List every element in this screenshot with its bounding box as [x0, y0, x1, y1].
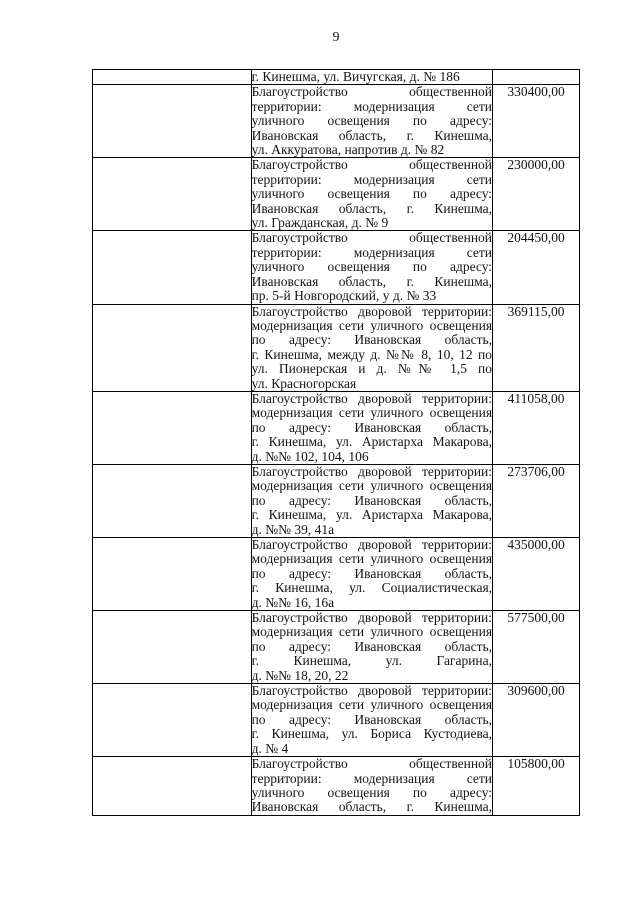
description-line: Ивановская область, г. Кинешма, [251, 200, 493, 216]
description-line: Благоустройство общественной [251, 157, 493, 173]
row-spacer-cell [93, 391, 252, 464]
description-line: по адресу: Ивановская область, [251, 332, 493, 348]
description-line: Ивановская область, г. Кинешма, [251, 799, 493, 815]
description-line: Ивановская область, г. Кинешма, [251, 127, 493, 143]
description-cell [251, 464, 492, 537]
amount-value: 435000,00 [507, 537, 565, 552]
table-row [93, 684, 580, 757]
page-number: 9 [332, 30, 340, 45]
row-spacer-cell [93, 684, 252, 757]
amount-cell [493, 231, 580, 304]
amount-value: 309600,00 [507, 683, 565, 699]
budget-table [92, 69, 580, 816]
description-line: Благоустройство дворовой территории: [251, 683, 493, 699]
description-line: Благоустройство дворовой территории: [251, 303, 493, 319]
description-line: по адресу: Ивановская область, [251, 492, 493, 508]
description-cell [251, 391, 492, 464]
description-line: д. №№ 102, 104, 106 [251, 448, 369, 464]
description-cell [251, 231, 492, 304]
row-spacer-cell [93, 70, 252, 85]
description-line: территории: модернизация сети [251, 770, 493, 786]
description-line: пр. 5-й Новгородский, у д. № 33 [251, 288, 437, 304]
amount-value: 204450,00 [507, 230, 565, 246]
table-row [93, 158, 580, 231]
description-line: модернизация сети уличного освещения [251, 551, 493, 567]
amount-cell [493, 757, 580, 816]
table-row [93, 464, 580, 537]
description-cell [251, 611, 492, 684]
description-line: г. Кинешма, ул. Бориса Кустодиева, [251, 726, 493, 742]
table-row [93, 757, 580, 816]
description-cell [251, 304, 492, 391]
description-line: Благоустройство общественной [251, 84, 493, 100]
row-spacer-cell [93, 611, 252, 684]
description-cell [251, 85, 492, 158]
description-cell [251, 684, 492, 757]
description-line: по адресу: Ивановская область, [251, 638, 493, 654]
description-line: д. №№ 16, 16а [251, 594, 335, 610]
amount-cell [493, 391, 580, 464]
amount-cell [493, 611, 580, 684]
amount-cell [493, 464, 580, 537]
amount-value: 105800,00 [507, 756, 565, 772]
description-line: территории: модернизация сети [251, 244, 493, 260]
table-row [93, 611, 580, 684]
description-line: уличного освещения по адресу: [251, 784, 493, 800]
table-row [93, 231, 580, 304]
row-spacer-cell [93, 231, 252, 304]
amount-cell [493, 85, 580, 158]
description-line: г. Кинешма, ул. Гагарина, [251, 653, 493, 669]
description-line: д. №№ 39, 41а [251, 521, 335, 537]
description-line: Благоустройство дворовой территории: [251, 463, 493, 479]
table-row [93, 391, 580, 464]
description-line: уличного освещения по адресу: [251, 113, 493, 129]
row-spacer-cell [93, 464, 252, 537]
table-body [93, 70, 580, 816]
amount-value: 330400,00 [507, 84, 565, 100]
row-spacer-cell [93, 158, 252, 231]
description-line: г. Кинешма, ул. Социалистическая, [251, 580, 493, 596]
amount-value: 230000,00 [507, 157, 565, 173]
description-line: г. Кинешма, ул. Аристарха Макарова, [251, 434, 493, 450]
table-row [93, 304, 580, 391]
table-row [93, 538, 580, 611]
amount-value: 273706,00 [507, 463, 565, 479]
description-line: Благоустройство общественной [251, 756, 493, 772]
description-line: г. Кинешма, между д. №№ 8, 10, 12 по [251, 346, 493, 362]
description-line: ул. Аккуратова, напротив д. № 82 [251, 142, 445, 158]
description-line: д. №№ 18, 20, 22 [251, 667, 349, 683]
amount-value: 369115,00 [507, 303, 565, 319]
description-line: Ивановская область, г. Кинешма, [251, 273, 493, 289]
row-spacer-cell [93, 757, 252, 816]
description-line: модернизация сети уличного освещения [251, 478, 493, 494]
amount-cell [493, 538, 580, 611]
description-line: модернизация сети уличного освещения [251, 624, 493, 640]
description-line: уличного освещения по адресу: [251, 259, 493, 275]
description-line: д. № 4 [251, 740, 289, 756]
row-spacer-cell [93, 85, 252, 158]
description-line: г. Кинешма, ул. Аристарха Макарова, [251, 507, 493, 523]
table-row [93, 85, 580, 158]
row-spacer-cell [93, 538, 252, 611]
description-line: по адресу: Ивановская область, [251, 565, 493, 581]
description-cell [251, 158, 492, 231]
description-line: г. Кинешма, ул. Вичугская, д. № 186 [251, 69, 460, 84]
amount-cell [493, 158, 580, 231]
description-line: ул. Гражданская, д. № 9 [251, 215, 389, 231]
row-spacer-cell [93, 304, 252, 391]
amount-value: 411058,00 [507, 390, 565, 406]
amount-cell [493, 304, 580, 391]
description-line: по адресу: Ивановская область, [251, 711, 493, 727]
description-line: Благоустройство общественной [251, 230, 493, 246]
description-line: ул. Красногорская [251, 375, 357, 391]
amount-value: 577500,00 [507, 610, 565, 626]
description-line: Благоустройство дворовой территории: [251, 390, 493, 406]
description-line: территории: модернизация сети [251, 98, 493, 114]
description-cell [251, 70, 492, 85]
description-cell [251, 757, 492, 816]
amount-cell [493, 70, 580, 85]
description-line: уличного освещения по адресу: [251, 186, 493, 202]
amount-cell [493, 684, 580, 757]
description-line: территории: модернизация сети [251, 171, 493, 187]
description-line: ул. Пионерская и д. №№ 1,5 по [251, 361, 493, 377]
description-line: модернизация сети уличного освещения [251, 405, 493, 421]
description-line: Благоустройство дворовой территории: [251, 537, 493, 552]
description-line: модернизация сети уличного освещения [251, 317, 493, 333]
table-row [93, 70, 580, 85]
description-line: по адресу: Ивановская область, [251, 419, 493, 435]
description-line: Благоустройство дворовой территории: [251, 610, 493, 626]
description-line: модернизация сети уличного освещения [251, 697, 493, 713]
description-cell [251, 538, 492, 611]
